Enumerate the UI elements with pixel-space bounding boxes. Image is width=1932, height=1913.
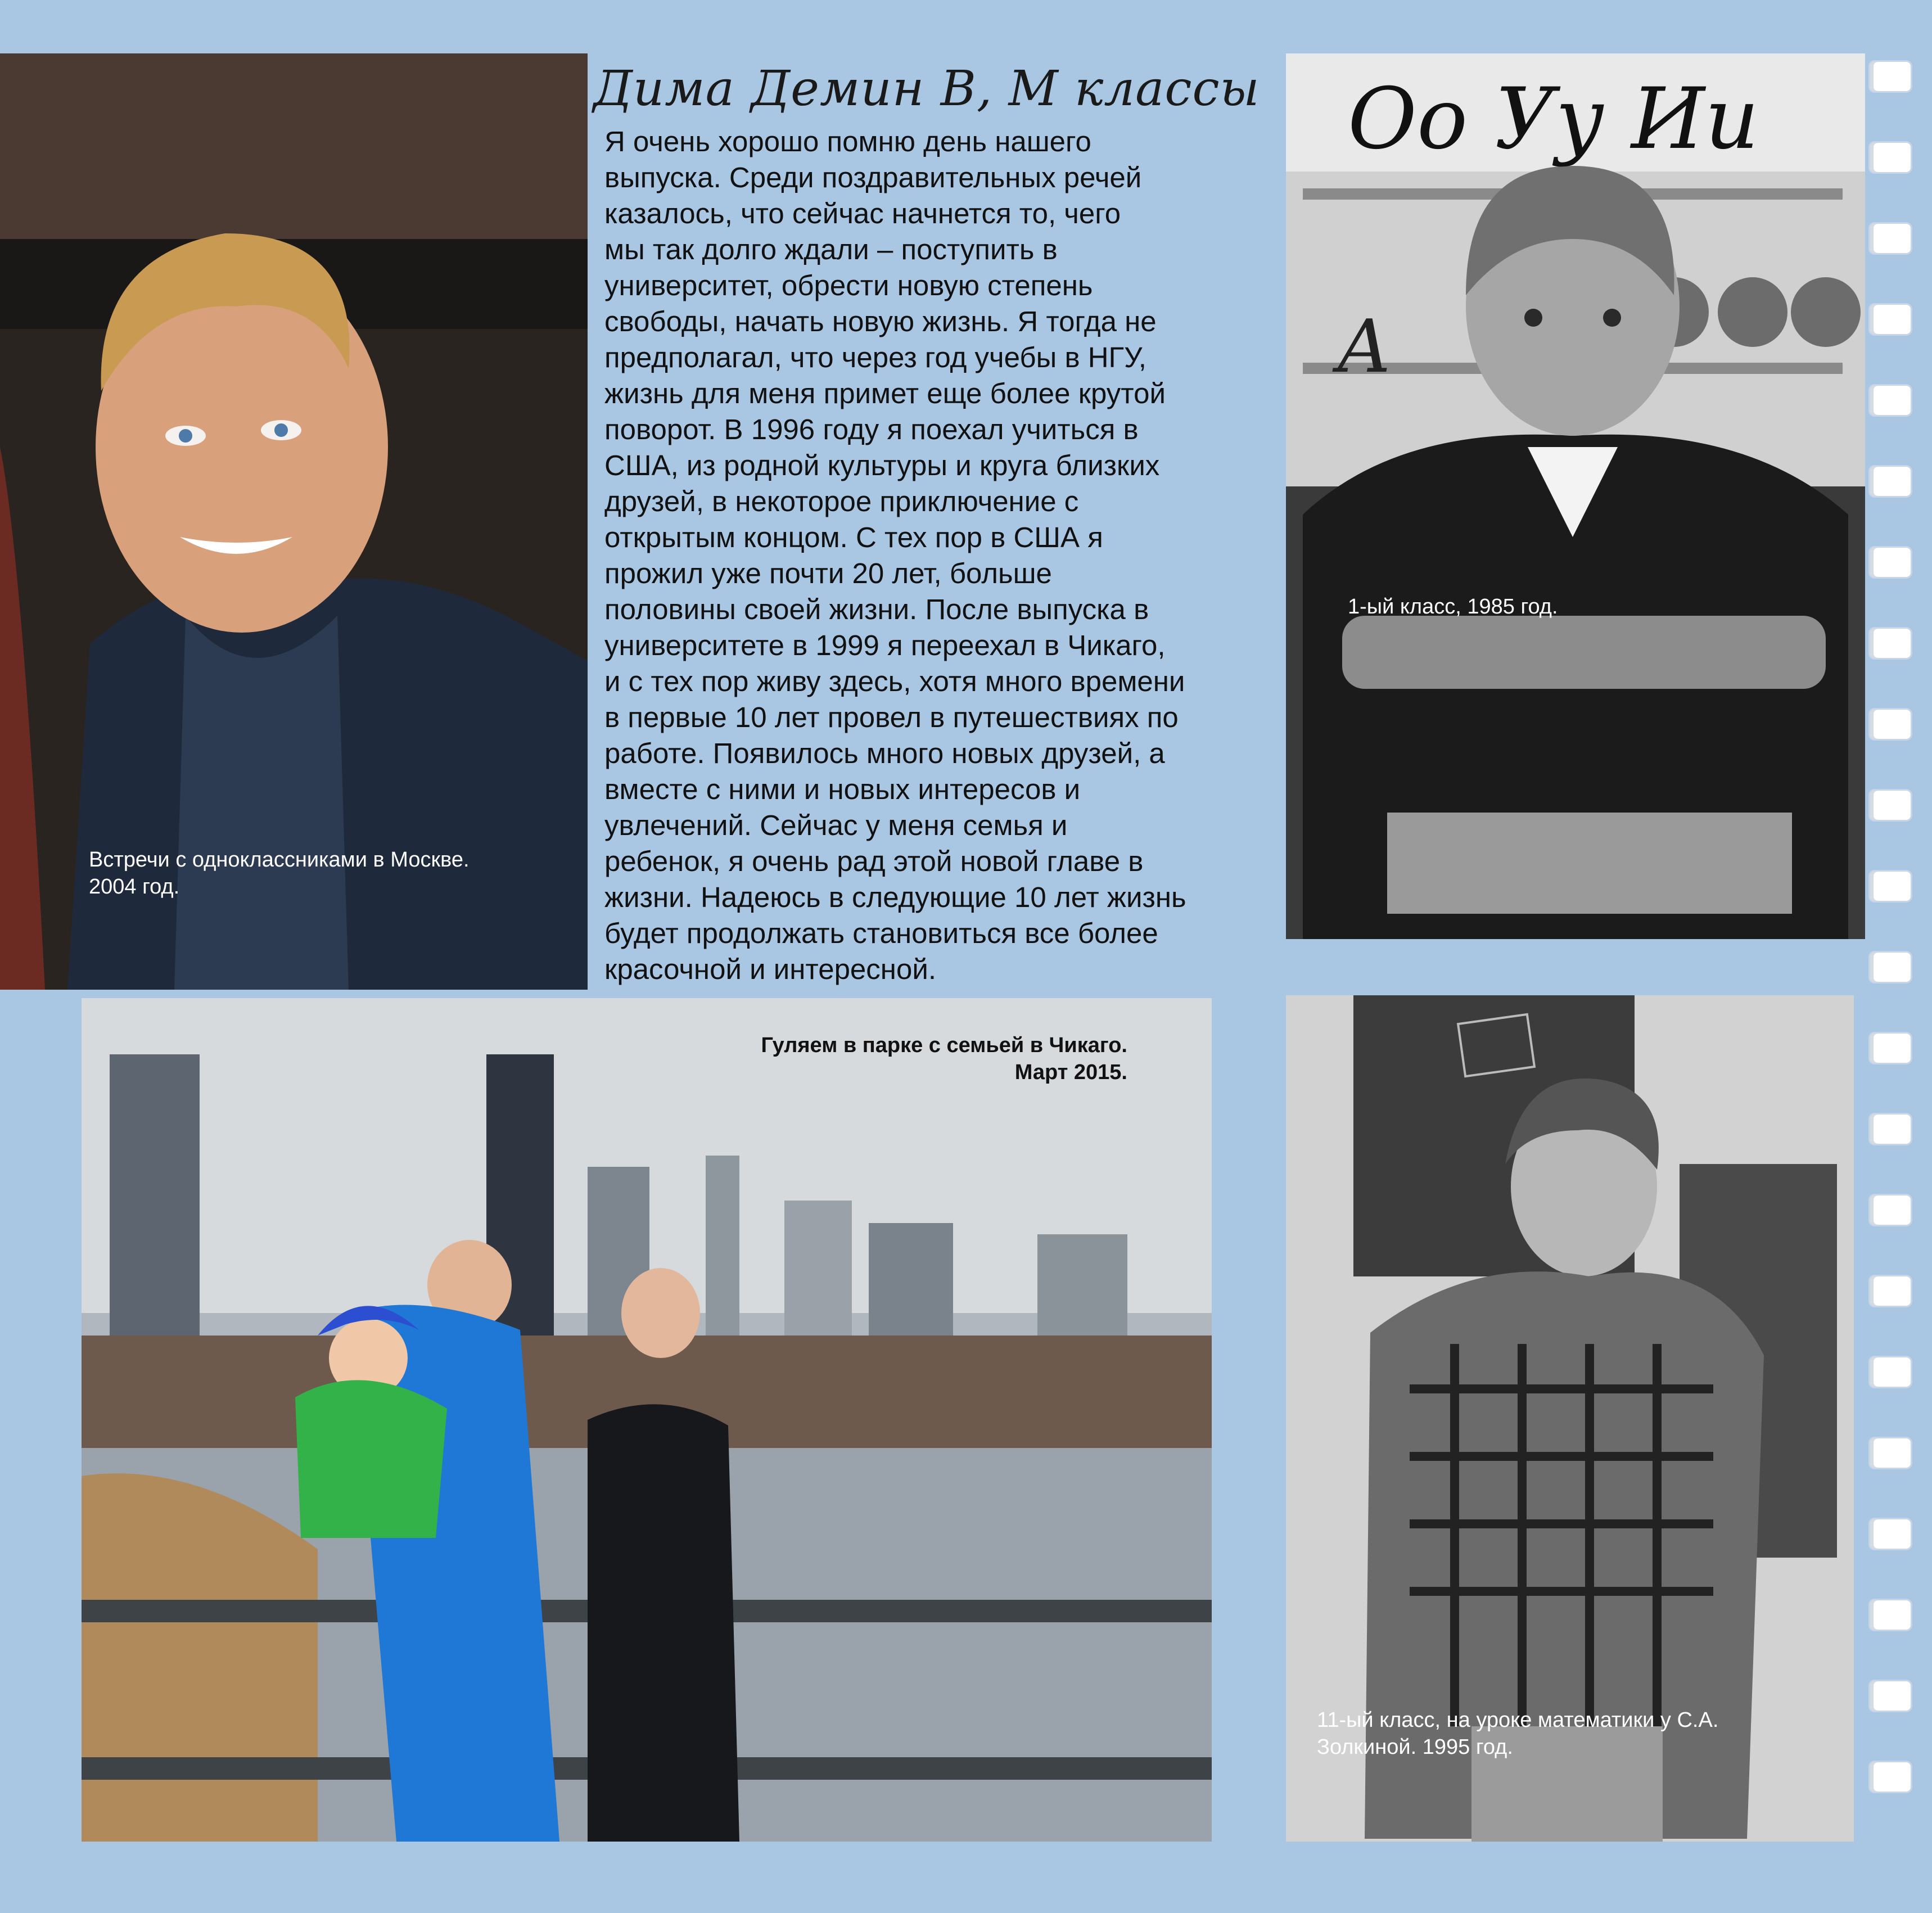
photo-first-grade [1286, 53, 1865, 939]
binding-hole [1870, 467, 1911, 496]
binding-hole [1870, 1600, 1911, 1630]
binding-hole [1870, 1681, 1911, 1711]
caption-eleventh-grade: 11-ый класс, на уроке математики у С.А. Золкиной. 1995 год. [1317, 1708, 1719, 1759]
binding-hole [1870, 548, 1911, 577]
caption-chicago: Гуляем в парке с семьей в Чикаго. Март 2015. [761, 1034, 1127, 1084]
binding-hole [1870, 1115, 1911, 1144]
binding-hole [1870, 1195, 1911, 1225]
caption-first-grade: 1-ый класс, 1985 год. [1348, 595, 1558, 619]
binding-hole [1870, 386, 1911, 415]
alphabet-board-letter: А [1337, 304, 1392, 389]
page-title: Дима Демин В, М классы [593, 61, 1260, 117]
binding-hole [1870, 1762, 1911, 1792]
binding-hole [1870, 1276, 1911, 1306]
chalkboard-note [1457, 1013, 1536, 1078]
binding-hole [1870, 1438, 1911, 1468]
binding-hole [1870, 143, 1911, 172]
binding-hole [1870, 872, 1911, 901]
spiral-binding [1870, 62, 1919, 1861]
story-text: Я очень хорошо помню день нашего выпуска. Среди поздравительных речей казалось, что сейчас начнется то, чего мы так долго ждали – поступить в университет, обрести новую степень свободы, начать новую жизнь. Я тогда не предполагал, что через год учебы в НГУ, жизнь для меня примет еще более крутой поворот. В 1996 году я поехал учиться в США, из родной культуры и круга близких друзей, в некоторое приключение с открытым концом. С тех пор в США я прожил уже почти 20 лет, больше половины своей жизни. После выпуска в университете в 1999 я переехал в Чикаго, и с тех пор живу здесь, хотя много времени в первые 10 лет провел в путешествиях по работе. Появилось много новых друзей, а вместе с ними и новых интересов и увлечений. Сейчас у меня семья и ребенок, я очень рад этой новой главе в жизни. Надеюсь в следующие 10 лет жизнь будет продолжать становиться все более красочной и интересной. [604, 125, 1186, 985]
binding-hole [1870, 305, 1911, 334]
binding-hole [1870, 629, 1911, 658]
binding-hole [1870, 1357, 1911, 1387]
alphabet-board-text: Оо Уу Ии [1348, 70, 1759, 168]
binding-hole [1870, 62, 1911, 91]
binding-hole [1870, 224, 1911, 253]
binding-hole [1870, 791, 1911, 820]
photo-eleventh-grade [1286, 995, 1854, 1842]
binding-hole [1870, 710, 1911, 739]
photo-moscow-portrait [0, 53, 588, 990]
photo-chicago-family [82, 998, 1212, 1842]
caption-moscow: Встречи с одноклассниками в Москве. 2004 год. [89, 848, 470, 899]
binding-hole [1870, 1519, 1911, 1549]
binding-hole [1870, 953, 1911, 982]
binding-hole [1870, 1034, 1911, 1063]
